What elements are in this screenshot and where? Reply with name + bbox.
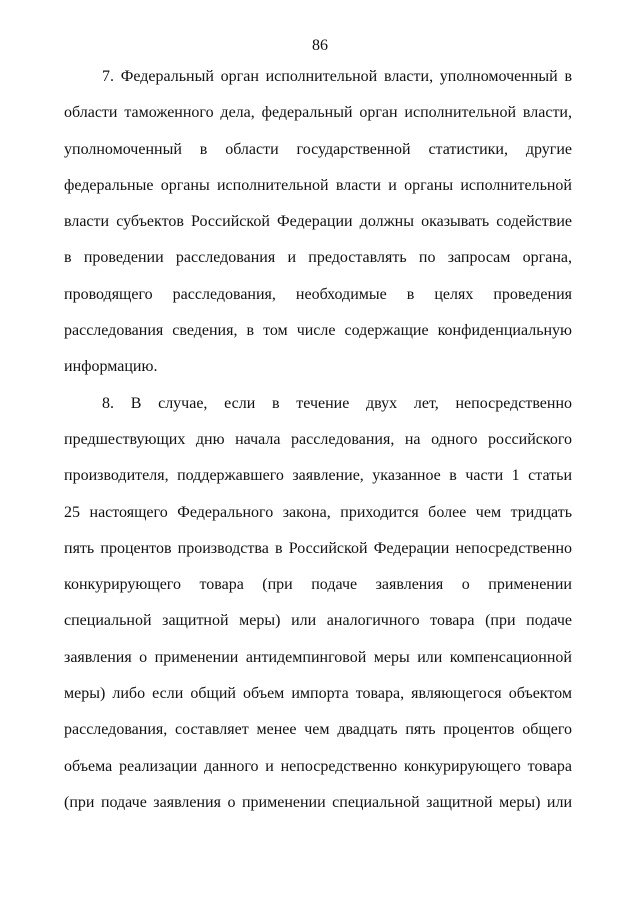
document-body: [64, 59, 572, 821]
text-line: 8. В случае, если в течение двух лет, непосредственно: [102, 394, 572, 412]
text-line: пять процентов производства в Российской Федерации непосредственно: [64, 539, 572, 557]
text-line: (при подаче заявления о применении специальной защитной меры) или: [64, 793, 572, 811]
text-line: специальной защитной меры) или аналогичного товара (при подаче: [64, 612, 572, 630]
text-line: области таможенного дела, федеральный орган исполнительной власти,: [64, 104, 572, 122]
paragraph-8: [64, 386, 572, 822]
paragraph-7: [64, 59, 572, 386]
text-line: 7. Федеральный орган исполнительной власти, уполномоченный в: [102, 68, 572, 85]
text-line: расследования сведения, в том числе содержащие конфиденциальную: [64, 322, 572, 340]
text-line: конкурирующего товара (при подаче заявления о применении: [64, 576, 572, 594]
text-line: в проведении расследования и предоставлять по запросам органа,: [64, 249, 572, 267]
page-number: 86: [312, 37, 328, 54]
text-line: власти субъектов Российской Федерации должны оказывать содействие: [64, 213, 572, 231]
text-line: предшествующих дню начала расследования, на одного российского: [64, 430, 572, 448]
text-line: уполномоченный в области государственной статистики, другие: [64, 140, 572, 158]
text-line: меры) либо если общий объем импорта товара, являющегося объектом: [64, 685, 572, 703]
text-line: расследования, составляет менее чем двадцать пять процентов общего: [64, 721, 572, 739]
text-line: заявления о применении антидемпинговой меры или компенсационной: [64, 648, 572, 666]
text-line: объема реализации данного и непосредственно конкурирующего товара: [64, 757, 572, 775]
text-line: 25 настоящего Федерального закона, приходится более чем тридцать: [64, 503, 572, 521]
text-line: проводящего расследования, необходимые в целях проведения: [64, 285, 572, 303]
text-line: информацию.: [64, 358, 158, 376]
text-line: производителя, поддержавшего заявление, указанное в части 1 статьи: [64, 467, 572, 485]
text-line: федеральные органы исполнительной власти и органы исполнительной: [64, 176, 572, 194]
